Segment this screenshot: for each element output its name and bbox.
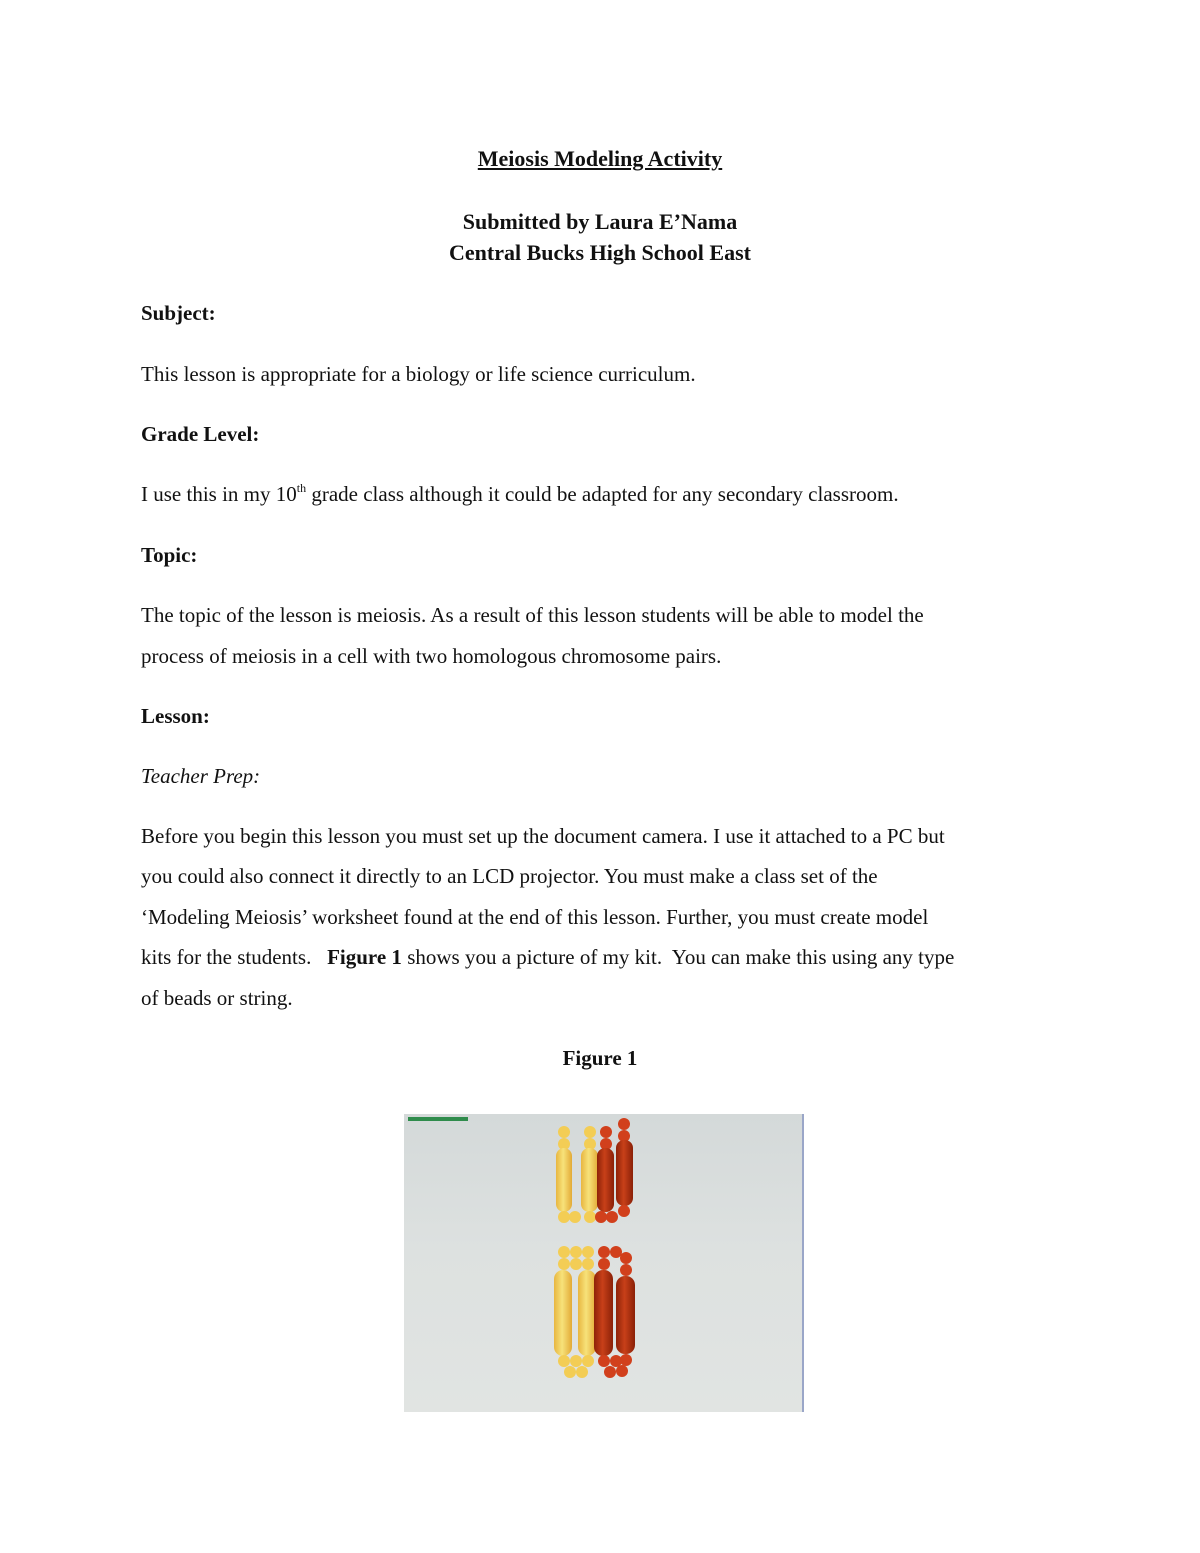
grade-level-text [141,481,899,506]
prep-text-line-4 [141,947,954,968]
grade-superscript: th [296,481,307,495]
chromosome-group-top [556,1118,633,1223]
author-line: Submitted by Laura E’Nama [462,209,738,234]
prep-text-line-5: of beads or string. [141,986,293,1010]
prep-text-line-2: you could also connect it directly to an LCD projector. You must make a class set of the [141,864,878,888]
figure-reference: Figure 1 [327,945,402,969]
chromosome-group-bottom [554,1246,635,1378]
subject-text: This lesson is appropriate for a biology or life science curriculum. [141,362,696,386]
camera-timestamp-mark [408,1117,468,1121]
school-line: Central Bucks High School East [449,240,751,265]
subject-heading: Subject: [141,301,216,325]
prep-text-line-1: Before you begin this lesson you must set up the document camera. I use it attached to a PC but [141,824,945,848]
figure-caption: Figure 1 [562,1046,638,1070]
grade-text-start: I use this in my 10 [141,482,297,506]
prep-text-line-3: ‘Modeling Meiosis’ worksheet found at the end of this lesson. Further, you must create model [141,905,929,929]
teacher-prep-heading: Teacher Prep: [141,764,261,788]
prep-line-4-start: kits for the students. [141,945,328,969]
figure-1-photo [404,1114,804,1412]
grade-level-heading: Grade Level: [141,422,260,446]
document-title: Meiosis Modeling Activity [477,146,723,171]
chromosome-model-kit [404,1114,802,1412]
topic-text-line-2: process of meiosis in a cell with two homologous chromosome pairs. [141,644,722,668]
topic-heading: Topic: [141,543,198,567]
topic-text-line-1: The topic of the lesson is meiosis. As a result of this lesson students will be able to model the [141,603,924,627]
prep-line-4-end: shows you a picture of my kit. You can make this using any type [401,945,955,969]
grade-text-end: grade class although it could be adapted for any secondary classroom. [306,482,899,506]
lesson-heading: Lesson: [141,704,210,728]
